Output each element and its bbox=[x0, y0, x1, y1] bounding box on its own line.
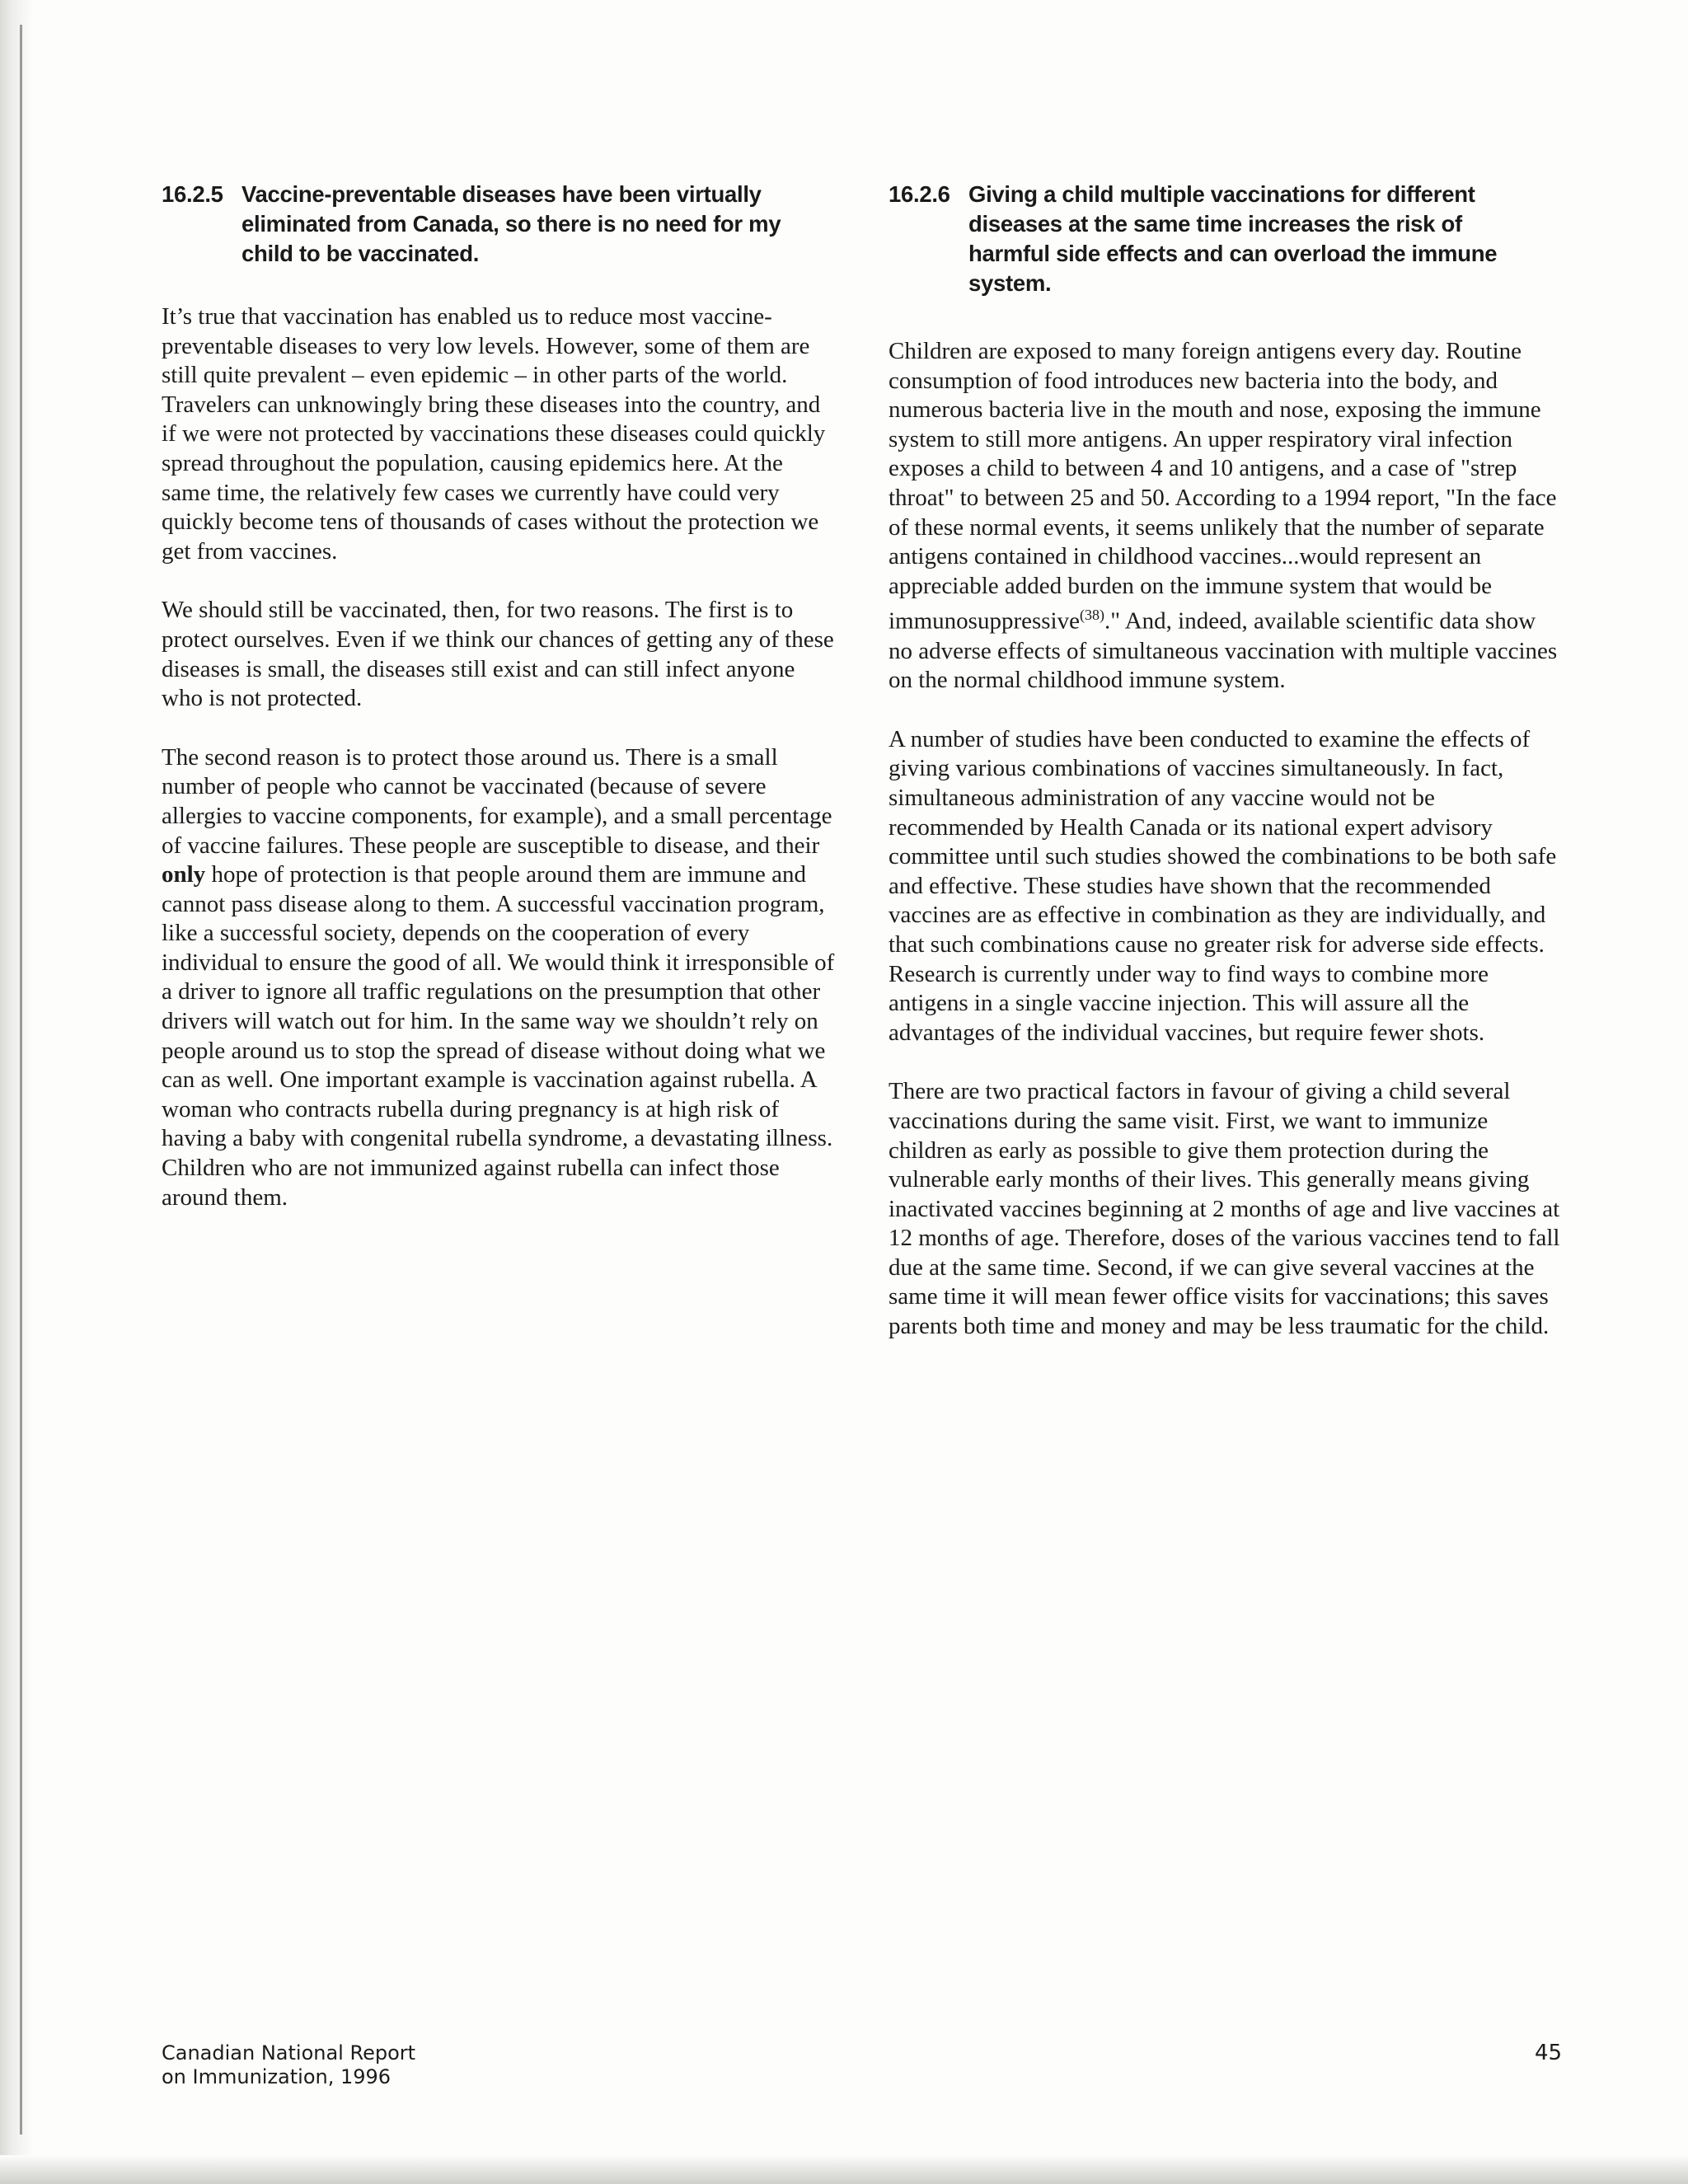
footer-line: Canadian National Report bbox=[162, 2041, 416, 2064]
section-number: 16.2.5 bbox=[162, 181, 223, 207]
section-number: 16.2.6 bbox=[889, 181, 950, 207]
paragraph: It’s true that vaccination has enabled us to reduce most vaccine-preventable diseases to very low levels. However, some of them are still quite prevalent – even epidemic – in other parts of the world. Travelers can unknowingly bring these diseases into the country, and if we were not protected by vaccinations these diseases could quickly spread throughout the population, causing epidemics here. At the same time, the relatively few cases we currently have could very quickly become tens of thousands of cases without the protection we get from vaccines. bbox=[162, 303, 826, 565]
scan-binding-line bbox=[20, 25, 22, 2135]
paragraph-text: hope of protection is that people around them are immune and cannot pass disease along to them. A successful vaccination program, like a successful society, depends on the cooperation of every individual to ensure the good of all. We would think it irresponsible of a driver to ignore all traffic regulations on the presumption that other drivers will watch out for him. In the same way we shouldn’t rely on people around us to stop the spread of disease without doing what we can as well. One important example is vaccination against rubella. A woman who contracts rubella during pregnancy is at high risk of having a baby with congenital rubella syndrome, a devastating illness. Children who are not immunized against rubella can infect those around them. bbox=[162, 861, 835, 1211]
reference-superscript: (38) bbox=[1080, 607, 1104, 624]
left-column bbox=[162, 180, 837, 1212]
page-number: 45 bbox=[1535, 2041, 1563, 2065]
paragraph: There are two practical factors in favour of giving a child several vaccinations during the same visit. First, we want to immunize children as early as possible to give them protection during the vulnerable early months of their lives. This generally means giving inactivated vaccines beginning at 2 months of age and live vaccines at 12 months of age. Therefore, doses of the various vaccines tend to fall due at the same time. Second, if we can give several vaccines at the same time it will mean fewer office visits for vaccinations; this saves parents both time and money and may be less traumatic for the child. bbox=[889, 1078, 1560, 1340]
scan-edge-left bbox=[0, 0, 33, 2184]
section-title: Vaccine-preventable diseases have been virtually eliminated from Canada, so there is no need for my child to be vaccinated. bbox=[241, 181, 781, 266]
section-heading-16-2-5 bbox=[162, 180, 837, 269]
paragraph-text: The second reason is to protect those around us. There is a small number of people who cannot be vaccinated (because of severe allergies to vaccine components, for example), and a small percentage of vaccine failures. These people are susceptible to disease, and their bbox=[162, 743, 832, 859]
footer-line: on Immunization, 1996 bbox=[162, 2065, 392, 2088]
paragraph: We should still be vaccinated, then, for two reasons. The first is to protect ourselves. Even if we think our chances of getting any of these diseases is small, the diseases still exist and can still infect anyone who is not protected. bbox=[162, 597, 834, 712]
paragraph-text: ." And, indeed, available scientific data show no adverse effects of simultaneous vaccination with multiple vaccines on the normal childhood immune system. bbox=[889, 608, 1558, 694]
paragraph bbox=[889, 337, 1564, 696]
section-heading-16-2-6 bbox=[889, 180, 1564, 298]
paragraph: A number of studies have been conducted to examine the effects of giving various combinations of vaccines simultaneously. In fact, simultaneous administration of any vaccine would not be recommended by Health Canada or its national expert advisory committee until such studies showed the combinations to be both safe and effective. These studies have shown that the recommended vaccines are as effective in combination as they are individually, and that such combinations cause no greater risk for adverse side effects. Research is currently under way to find ways to combine more antigens in a single vaccine injection. This will assure all the advantages of the individual vaccines, but require fewer shots. bbox=[889, 725, 1557, 1046]
right-column bbox=[889, 180, 1564, 1342]
section-title: Giving a child multiple vaccinations for different diseases at the same time increases the risk of harmful side effects and can overload the immune system. bbox=[968, 181, 1498, 296]
emphasis-text: only bbox=[162, 861, 206, 888]
report-footer bbox=[162, 2041, 415, 2089]
scan-edge-bottom bbox=[0, 2155, 1688, 2184]
paragraph bbox=[162, 743, 837, 1213]
paragraph-text: Children are exposed to many foreign antigens every day. Routine consumption of food introduces new bacteria into the body, and numerous bacteria live in the mouth and nose, exposing the immune system to still more antigens. An upper respiratory viral infection exposes a child to between 4 and 10 antigens, and a case of "strep throat" to between 25 and 50. According to a 1994 report, "In the face of these normal events, it seems unlikely that the number of separate antigens contained in childhood vaccines...would represent an appreciable added burden on the immune system that would be immunosuppressive bbox=[889, 338, 1557, 635]
